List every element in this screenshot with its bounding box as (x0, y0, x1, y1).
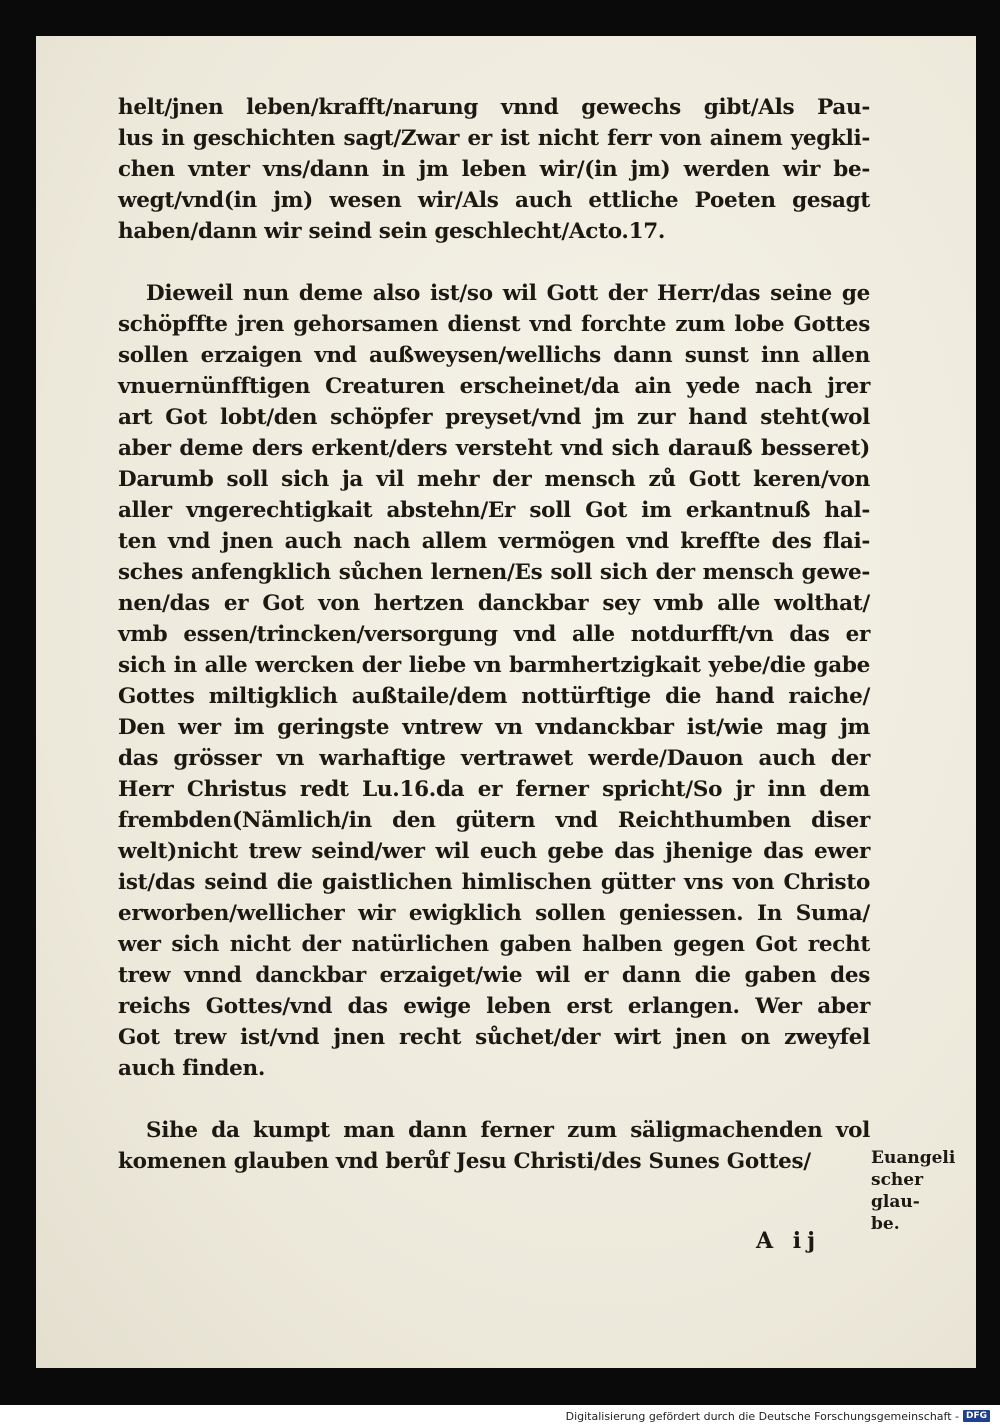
text-line: frembden(Nämlich/in den gütern vnd Reichthumben diser (118, 808, 870, 833)
text-line: haben/dann wir seind sein geschlecht/Acto.17. (118, 219, 666, 244)
text-line: Sihe da kumpt man dann ferner zum säligmachenden vol (146, 1118, 870, 1143)
marginal-note (871, 1147, 971, 1235)
text-line: das grösser vn warhaftige vertrawet werde/Dauon auch der (118, 746, 870, 771)
text-line: Gottes miltigklich außtaile/dem nottürftige die hand raiche/ (118, 684, 870, 709)
text-line: sich in alle wercken der liebe vn barmhertzigkait yebe/die gabe (118, 653, 870, 678)
paragraph-gap (118, 247, 870, 278)
marginal-note-line: scher glau- (871, 1170, 924, 1212)
text-line: welt)nicht trew seind/wer wil euch gebe das jhenige das ewer (118, 839, 870, 864)
text-line: vnuernünfftigen Creaturen erscheinet/da ain yede nach jrer (118, 374, 870, 399)
digitization-footer (566, 1408, 990, 1424)
signature-mark: A ij (756, 1228, 822, 1254)
text-line: trew vnnd danckbar erzaiget/wie wil er dann die gaben des (118, 963, 870, 988)
text-line: erworben/wellicher wir ewigklich sollen geniessen. In Suma/ (118, 901, 870, 926)
text-line: lus in geschichten sagt/Zwar er ist nicht ferr von ainem yegkli- (118, 126, 870, 151)
text-line: aller vngerechtigkait abstehn/Er soll Got im erkantnuß hal- (118, 498, 870, 523)
text-line: ten vnd jnen auch nach allem vermögen vnd kreffte des flai- (118, 529, 870, 554)
text-line: Dieweil nun deme also ist/so wil Gott der Herr/das seine ge (146, 281, 870, 306)
paragraph (118, 92, 870, 247)
book-page (36, 36, 976, 1368)
paragraph (118, 1115, 870, 1177)
paragraph-gap (118, 1084, 870, 1115)
text-line: auch finden. (118, 1056, 266, 1081)
marginal-note-line: be. (871, 1214, 900, 1234)
text-line: vmb essen/trincken/versorgung vnd alle notdurfft/vn das er (118, 622, 870, 647)
text-line: komenen glauben vnd berůf Jesu Christi/des Sunes Gottes/ (118, 1149, 811, 1174)
dfg-logo: DFG (963, 1410, 990, 1422)
text-line: art Got lobt/den schöpfer preyset/vnd jm zur hand steht(wol (118, 405, 870, 430)
text-line: reichs Gottes/vnd das ewige leben erst erlangen. Wer aber (118, 994, 870, 1019)
text-line: schöpffte jren gehorsamen dienst vnd forchte zum lobe Gottes (118, 312, 870, 337)
paragraph (118, 278, 870, 1084)
text-line: chen vnter vns/dann in jm leben wir/(in jm) werden wir be- (118, 157, 870, 182)
text-line: aber deme ders erkent/ders versteht vnd sich darauß besseret) (118, 436, 870, 461)
marginal-note-line: Euangeli (871, 1148, 956, 1168)
text-line: Den wer im geringste vntrew vn vndanckbar ist/wie mag jm (118, 715, 870, 740)
text-line: ist/das seind die gaistlichen himlischen gütter vns von Christo (118, 870, 870, 895)
page-text (118, 92, 870, 1177)
text-line: nen/das er Got von hertzen danckbar sey vmb alle wolthat/ (118, 591, 870, 616)
text-line: sollen erzaigen vnd außweysen/wellichs dann sunst inn allen (118, 343, 870, 368)
text-line: wegt/vnd(in jm) wesen wir/Als auch ettliche Poeten gesagt (118, 188, 870, 213)
footer-text: Digitalisierung gefördert durch die Deutsche Forschungsgemeinschaft - (565, 1409, 959, 1423)
text-line: sches anfengklich sůchen lernen/Es soll sich der mensch gewe- (118, 560, 870, 585)
text-line: Herr Christus redt Lu.16.da er ferner spricht/So jr inn dem (118, 777, 870, 802)
text-line: Darumb soll sich ja vil mehr der mensch zů Gott keren/von (118, 467, 870, 492)
text-line: wer sich nicht der natürlichen gaben halben gegen Got recht (118, 932, 870, 957)
text-line: Got trew ist/vnd jnen recht sůchet/der wirt jnen on zweyfel (118, 1025, 870, 1050)
text-line: helt/jnen leben/krafft/narung vnnd gewechs gibt/Als Pau- (118, 95, 870, 120)
